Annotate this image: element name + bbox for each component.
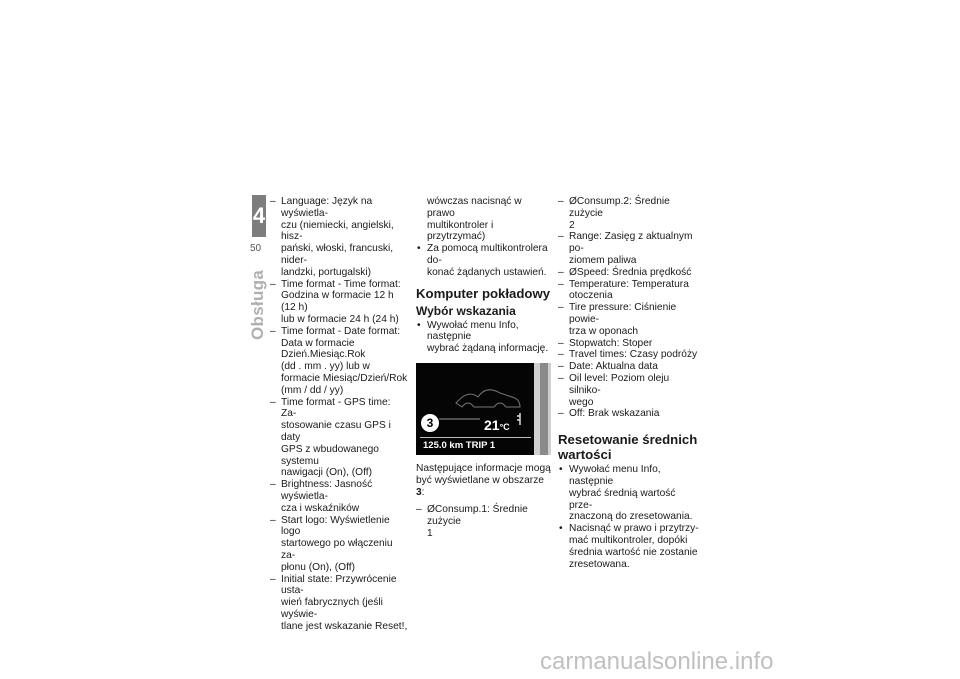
display-screen xyxy=(416,363,534,455)
item-head: – Tire pressure: Ciśnienie powie- xyxy=(569,302,677,325)
item-head: – Temperature: Temperatura xyxy=(569,278,689,290)
trip-readout: 125.0 km TRIP 1 xyxy=(420,437,531,453)
item-cont: mać multikontroler, dopóki xyxy=(569,534,688,546)
settings-item-brightness xyxy=(270,479,408,514)
display-bezel xyxy=(540,363,548,455)
settings-item-start-logo xyxy=(270,515,408,574)
item-cont: znaczoną do zresetowania. xyxy=(569,511,693,523)
item-cont: wybrać średnią wartość prze- xyxy=(569,487,676,511)
temperature-value: 21 xyxy=(484,416,500,433)
item-cont: lub w formacie 24 h (24 h) xyxy=(281,313,399,325)
item-cont: otoczenia xyxy=(569,290,613,302)
continued-text: wówczas nacisnąć w prawo xyxy=(427,196,522,219)
info-item xyxy=(558,338,700,350)
item-head: – Time format - GPS time: Za- xyxy=(281,396,391,420)
item-head: • Za pomocą multikontrolera do- xyxy=(427,243,548,266)
settings-item-initial-state xyxy=(270,574,408,633)
info-item xyxy=(558,279,700,303)
callout-reference: 3 xyxy=(416,486,422,498)
item-cont: Data w formacie xyxy=(281,337,355,349)
info-item xyxy=(558,408,700,420)
settings-item-date-format xyxy=(270,326,408,397)
item-cont: stosowanie czasu GPS i daty xyxy=(281,420,391,443)
intro-text: Następujące informacje mogą xyxy=(416,462,551,474)
info-item xyxy=(558,349,700,361)
item-head: • Nacisnąć w prawo i przytrzy- xyxy=(569,523,699,535)
page-number: 50 xyxy=(250,243,262,254)
item-head: – Initial state: Przywrócenie usta- xyxy=(281,573,397,597)
item-cont: 2 xyxy=(569,219,575,231)
chapter-side-title: Obsługa xyxy=(248,269,267,340)
temperature-unit: °C xyxy=(499,421,510,432)
item-head: – Off: Brak wskazania xyxy=(569,408,660,420)
instruction-bullet xyxy=(416,320,552,355)
item-cont: Godzina w formacie 12 h (12 h) xyxy=(281,290,394,314)
column-2 xyxy=(416,196,552,540)
item-head: – Time format - Date format: xyxy=(281,325,401,337)
instrument-display-photo xyxy=(416,363,551,455)
watermark: carmanualsonline.info xyxy=(540,648,774,675)
item-head: – Language: Język na wyświetla- xyxy=(281,196,373,219)
temperature-readout xyxy=(484,416,510,434)
info-item xyxy=(558,373,700,408)
item-head: – Stopwatch: Stoper xyxy=(569,337,653,349)
item-head: • Wywołać menu Info, następnie xyxy=(569,464,661,487)
info-item xyxy=(558,361,700,373)
chapter-number-tab: 4 xyxy=(252,195,266,237)
motorcycle-silhouette-icon xyxy=(456,390,520,407)
item-cont: tlane jest wskazanie Reset!, xyxy=(281,620,408,632)
item-cont: landzki, portugalski) xyxy=(281,266,372,278)
item-cont: ziomem paliwa xyxy=(569,254,637,266)
instruction-bullet xyxy=(558,523,700,570)
item-cont: 1 xyxy=(427,527,433,539)
item-head: – Time format - Time format: xyxy=(281,278,401,290)
item-cont: (mm / dd / yy) xyxy=(281,384,344,396)
item-cont: wego xyxy=(569,396,594,408)
section-heading xyxy=(558,432,700,462)
item-cont: płonu (On), (Off) xyxy=(281,561,355,573)
settings-item-time-format xyxy=(270,279,408,326)
info-list xyxy=(558,196,700,420)
thermometer-icon xyxy=(517,413,520,425)
heading-line: Resetowanie średnich xyxy=(558,432,698,448)
intro-text-part: : xyxy=(421,486,425,498)
item-cont: trza w oponach xyxy=(569,325,639,337)
settings-list xyxy=(270,196,408,632)
item-cont: konać żądanych ustawień. xyxy=(427,266,547,278)
callout-marker: 3 xyxy=(420,413,440,433)
continued-text: multikontroler i przytrzymać) xyxy=(427,219,494,243)
item-cont: Dzień.Miesiąc.Rok xyxy=(281,349,366,361)
item-head: – Travel times: Czasy podróży xyxy=(569,349,698,361)
item-head: – Range: Zasięg z aktualnym po- xyxy=(569,231,693,255)
item-cont: zresetowana. xyxy=(569,558,630,570)
item-head: – ØConsump.2: Średnie zużycie xyxy=(569,196,670,219)
instruction-bullet xyxy=(416,243,552,278)
item-head: – Brightness: Jasność wyświetla- xyxy=(281,479,373,502)
heading-line: wartości xyxy=(558,447,612,463)
item-head: – Oil level: Poziom oleju silniko- xyxy=(569,372,670,396)
item-cont: pański, włoski, francuski, nider- xyxy=(281,243,394,266)
info-item xyxy=(558,231,700,266)
column-3 xyxy=(558,196,700,570)
item-cont: (dd . mm . yy) lub w xyxy=(281,361,370,373)
instruction-bullet xyxy=(558,464,700,523)
item-cont: wybrać żądaną informację. xyxy=(427,343,549,355)
item-head: – ØSpeed: Średnia prędkość xyxy=(569,266,692,278)
column-1 xyxy=(270,196,408,632)
info-item xyxy=(558,196,700,231)
item-head: • Wywołać menu Info, następnie xyxy=(427,319,519,343)
item-cont: średnia wartość nie zostanie xyxy=(569,546,698,558)
intro-text-part: być wyświetlane w obszarze xyxy=(416,474,544,486)
item-cont: GPS z wbudowanego systemu xyxy=(281,443,379,467)
info-item xyxy=(558,267,700,279)
item-cont: wień fabrycznych (jeśli wyświe- xyxy=(281,597,383,620)
item-head: – ØConsump.1: Średnie zużycie xyxy=(427,504,528,528)
item-cont: startowego po włączeniu za- xyxy=(281,538,393,561)
subsection-heading: Wybór wskazania xyxy=(416,303,516,318)
section-heading: Komputer pokładowy xyxy=(416,285,551,301)
item-cont: cza i wskaźników xyxy=(281,502,360,514)
info-item-consump-1 xyxy=(416,504,552,539)
item-head: – Date: Aktualna data xyxy=(569,361,658,373)
item-cont: formacie Miesiąc/Dzień/Rok xyxy=(281,372,408,384)
info-item xyxy=(558,302,700,337)
settings-item-gps-time xyxy=(270,397,408,480)
intro-text xyxy=(416,475,552,499)
item-cont: czu (niemiecki, angielski, hisz- xyxy=(281,219,394,243)
item-head: – Start logo: Wyświetlenie logo xyxy=(281,514,390,538)
settings-item-language xyxy=(270,196,408,279)
item-cont: nawigacji (On), (Off) xyxy=(281,467,372,479)
